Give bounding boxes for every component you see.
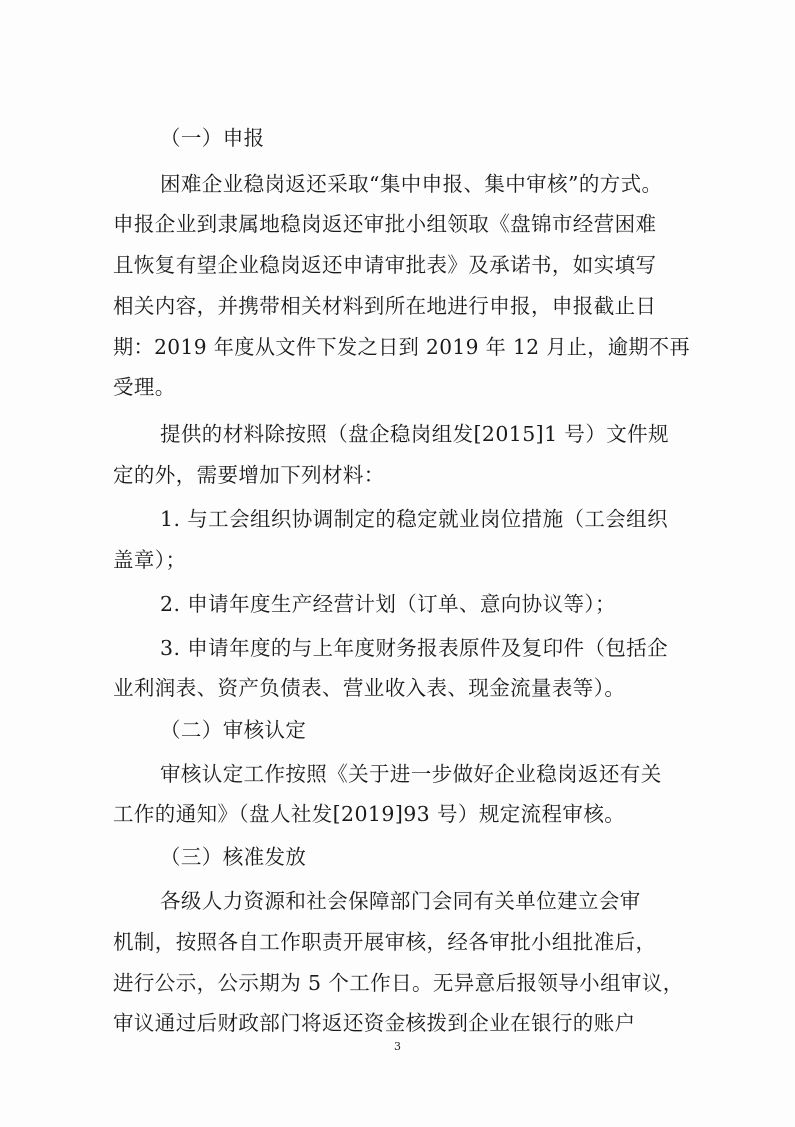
section-heading-declaration: （一）申报 [160,126,265,150]
text-line: 期：2019 年度从文件下发之日到 2019 年 12 月止，逾期不再 [113,335,691,359]
text-line: 困难企业稳岗返还采取“集中申报、集中审核”的方式。 [160,172,663,196]
list-item: 3. 申请年度的与上年度财务报表原件及复印件（包括企 [160,636,668,660]
section-heading-review: （二）审核认定 [160,718,307,742]
text-line: 工作的通知》（盘人社发[2019]93 号）规定流程审核。 [113,802,626,826]
text-line: 且恢复有望企业稳岗返还申请审批表》及承诺书，如实填写 [113,253,657,277]
section-heading-approval: （三）核准发放 [160,845,307,869]
list-item: 2. 申请年度生产经营计划（订单、意向协议等）； [160,592,616,616]
text-line: 定的外，需要增加下列材料： [113,463,385,487]
text-line: 业利润表、资产负债表、营业收入表、现金流量表等）。 [113,676,626,700]
text-line: 盖章）； [113,548,187,572]
text-line: 进行公示，公示期为 5 个工作日。无异意后报领导小组审议， [113,971,684,995]
text-line: 各级人力资源和社会保障部门会同有关单位建立会审 [160,889,641,913]
text-line: 审核认定工作按照《关于进一步做好企业稳岗返还有关 [160,762,662,786]
text-line: 提供的材料除按照（盘企稳岗组发[2015]1 号）文件规 [160,422,669,446]
page-number: 3 [394,1040,401,1053]
text-line: 审议通过后财政部门将返还资金核拨到企业在银行的账户 [113,1011,636,1035]
text-line: 相关内容，并携带相关材料到所在地进行申报，申报截止日 [113,294,657,318]
list-item: 1. 与工会组织协调制定的稳定就业岗位措施（工会组织 [160,507,668,531]
text-line: 受理。 [113,375,176,399]
text-line: 申报企业到隶属地稳岗返还审批小组领取《盘锦市经营困难 [113,212,657,236]
text-line: 机制，按照各自工作职责开展审核，经各审批小组批准后， [113,930,657,954]
